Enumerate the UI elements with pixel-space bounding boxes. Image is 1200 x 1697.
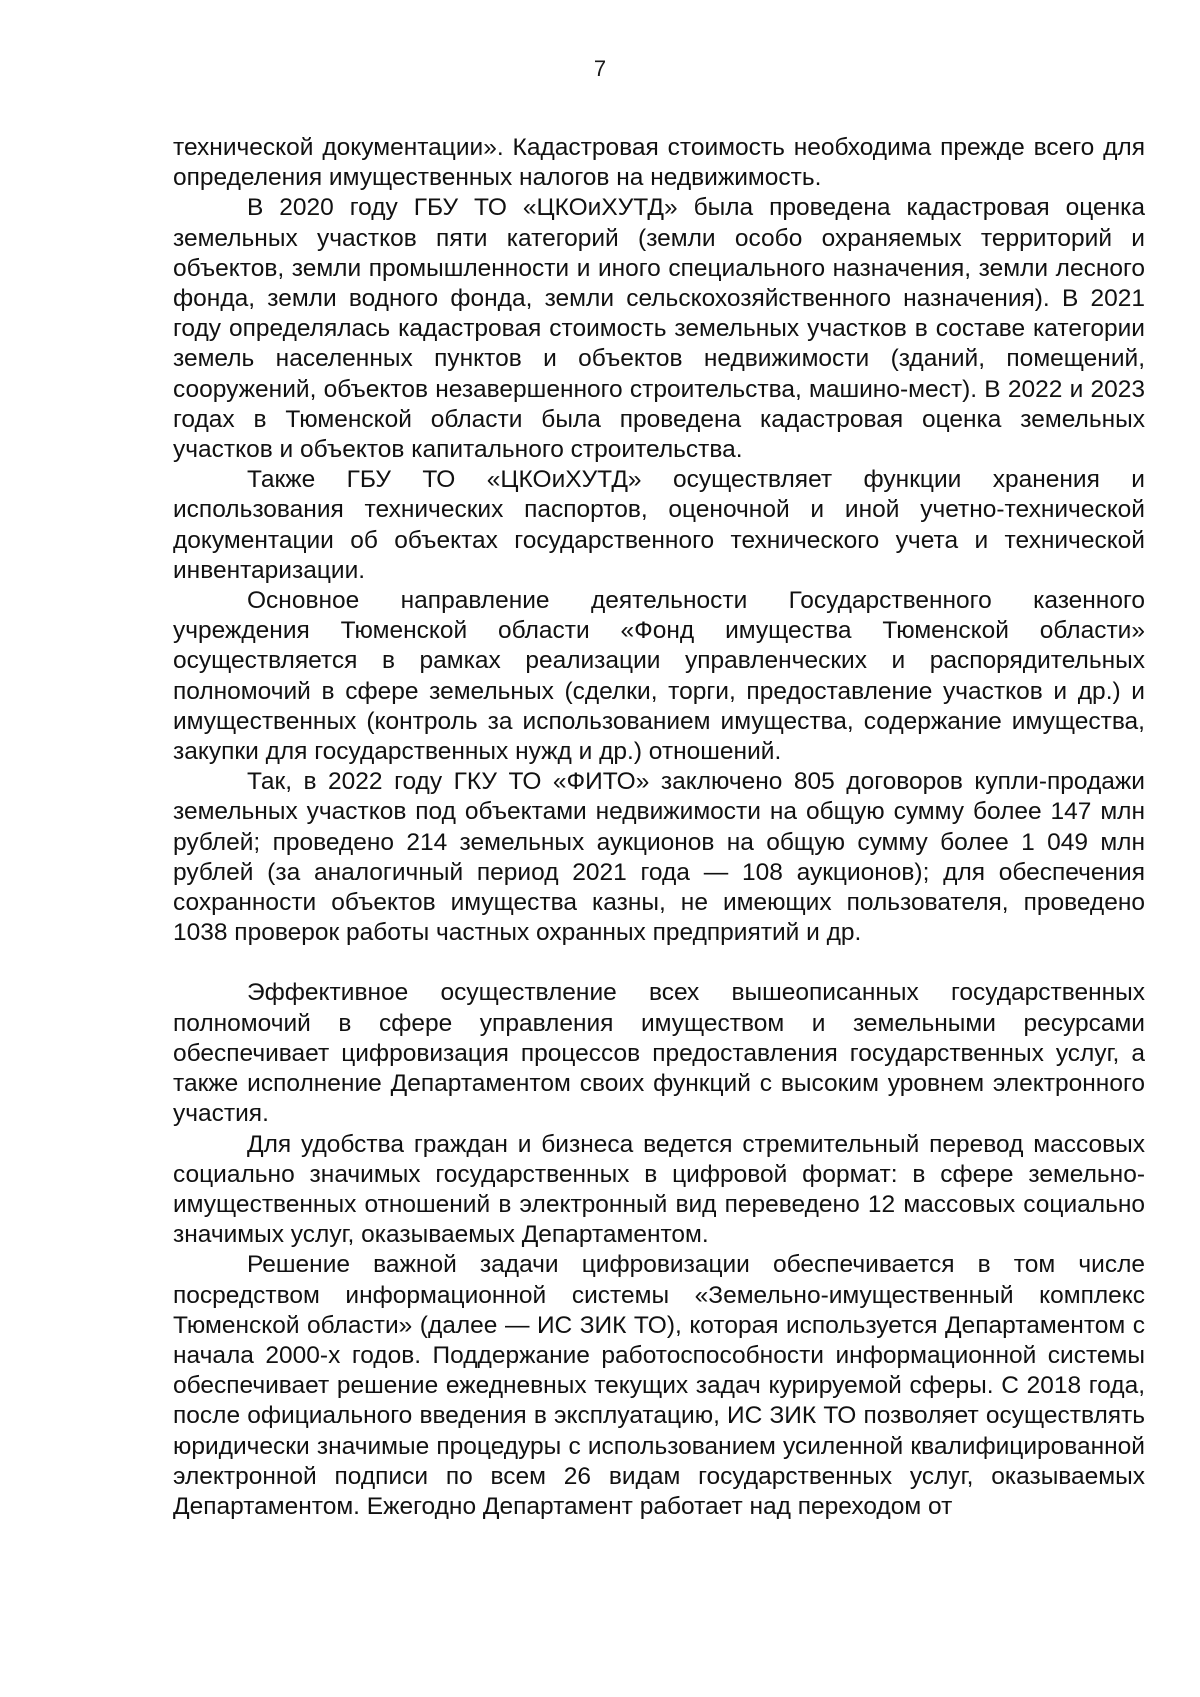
- paragraph-information-system: Решение важной задачи цифровизации обеспечивается в том числе посредством информационной системы «Земельно-имущественный комплекс Тюменской области» (далее — ИС ЗИК ТО), которая используется Департаментом с начала 2000-х годов. Поддержание работоспособности информационной системы обеспечивает решение ежедневных текущих задач курируемой сферы. С 2018 года, после официального введения в эксплуатацию, ИС ЗИК ТО позволяет осуществлять юридически значимые процедуры с использованием усиленной квалифицированной электронной подписи по всем 26 видам государственных услуг, оказываемых Департаментом. Ежегодно Департамент работает над переходом от: [173, 1251, 1145, 1520]
- page-number: 7: [593, 56, 607, 81]
- paragraph-technical-archive: Также ГБУ ТО «ЦКОиХУТД» осуществляет функции хранения и использования технических паспортов, оценочной и иной учетно-технической документации об объектах государственного технического учета и технической инвентаризации.: [173, 466, 1145, 584]
- document-body: [173, 133, 1145, 1522]
- paragraph-digital-services: Для удобства граждан и бизнеса ведется стремительный перевод массовых социально значимых государственных в цифровой формат: в сфере земельно-имущественных отношений в электронный вид переведено 12 массовых социально значимых услуг, оказываемых Департаментом.: [173, 1130, 1145, 1249]
- paragraph-fito-results: Так, в 2022 году ГКУ ТО «ФИТО» заключено 805 договоров купли-продажи земельных участков под объектами недвижимости на общую сумму более 147 млн рублей; проведено 214 земельных аукционов на общую сумму более 1 049 млн рублей (за аналогичный период 2021 года — 108 аукционов); для обеспечения сохранности объектов имущества казны, не имеющих пользователя, проведено 1038 проверок работы частных охранных предприятий и др.: [173, 768, 1145, 947]
- paragraph-continuation: технической документации». Кадастровая стоимость необходима прежде всего для определения имущественных налогов на недвижимость.: [173, 134, 1145, 192]
- paragraph-digitalization: Эффективное осуществление всех вышеописанных государственных полномочий в сфере управления имуществом и земельными ресурсами обеспечивает цифровизация процессов предоставления государственных услуг, а также исполнение Департаментом своих функций с высоким уровнем электронного участия.: [173, 979, 1145, 1128]
- paragraph-property-fund: Основное направление деятельности Государственного казенного учреждения Тюменской области «Фонд имущества Тюменской области» осуществляется в рамках реализации управленческих и распорядительных полномочий в сфере земельных (сделки, торги, предоставление участков и др.) и имущественных (контроль за использованием имущества, содержание имущества, закупки для государственных нужд и др.) отношений.: [173, 587, 1145, 766]
- paragraph-cadastral-valuation: В 2020 году ГБУ ТО «ЦКОиХУТД» была проведена кадастровая оценка земельных участков пяти категорий (земли особо охраняемых территорий и объектов, земли промышленности и иного специального назначения, земли лесного фонда, земли водного фонда, земли сельскохозяйственного назначения). В 2021 году определялась кадастровая стоимость земельных участков в составе категории земель населенных пунктов и объектов недвижимости (зданий, помещений, сооружений, объектов незавершенного строительства, машино-мест). В 2022 и 2023 годах в Тюменской области была проведена кадастровая оценка земельных участков и объектов капитального строительства.: [173, 194, 1145, 464]
